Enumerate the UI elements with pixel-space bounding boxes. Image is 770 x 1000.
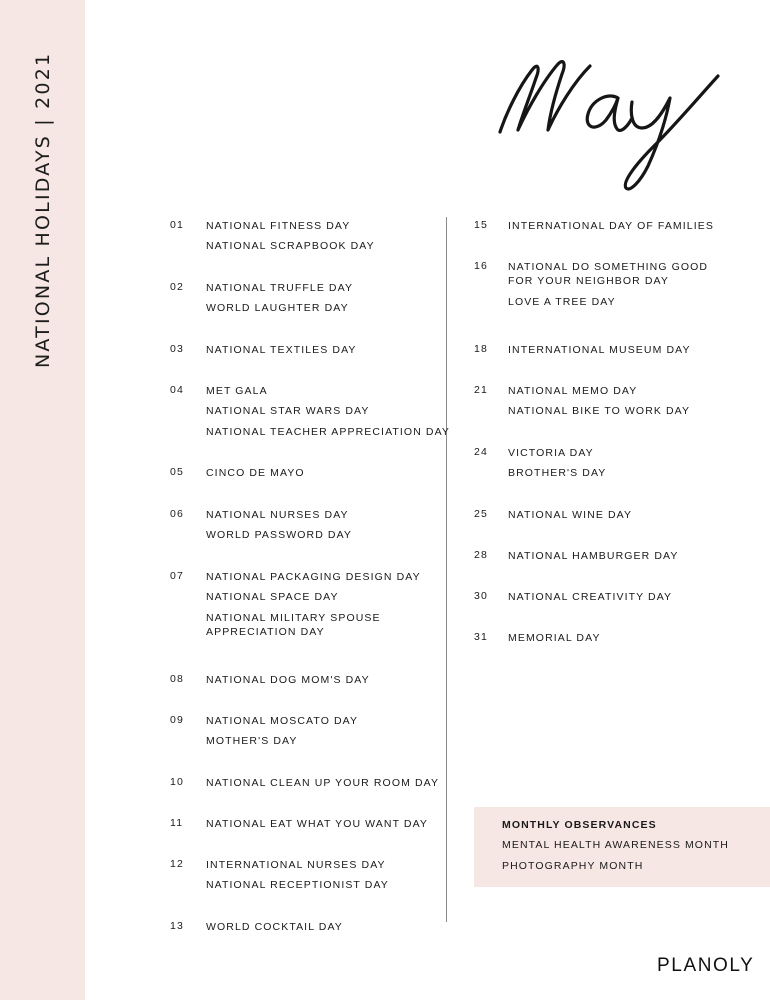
day-number: 07 bbox=[170, 570, 185, 582]
day-number: 06 bbox=[170, 508, 185, 520]
monthly-observances-box bbox=[474, 807, 770, 887]
holiday-name: FOR YOUR NEIGHBOR DAY bbox=[508, 275, 669, 287]
holiday-name: NATIONAL BIKE TO WORK DAY bbox=[508, 405, 691, 417]
holiday-name: MEMORIAL DAY bbox=[508, 632, 601, 644]
observances-heading: MONTHLY OBSERVANCES bbox=[502, 819, 657, 831]
holiday-name: WORLD LAUGHTER DAY bbox=[206, 302, 349, 314]
holiday-name: WORLD PASSWORD DAY bbox=[206, 529, 353, 541]
day-number: 08 bbox=[170, 673, 185, 685]
holiday-name: NATIONAL TEACHER APPRECIATION DAY bbox=[206, 426, 451, 438]
holiday-name: NATIONAL NURSES DAY bbox=[206, 509, 349, 521]
day-number: 31 bbox=[474, 631, 489, 643]
day-number: 24 bbox=[474, 446, 489, 458]
holiday-name: CINCO DE MAYO bbox=[206, 467, 305, 479]
day-number: 10 bbox=[170, 776, 185, 788]
day-number: 13 bbox=[170, 920, 185, 932]
holiday-name: INTERNATIONAL DAY OF FAMILIES bbox=[508, 220, 714, 232]
day-number: 12 bbox=[170, 858, 185, 870]
column-divider bbox=[446, 217, 447, 922]
day-number: 21 bbox=[474, 384, 489, 396]
holiday-name: NATIONAL DO SOMETHING GOOD bbox=[508, 261, 709, 273]
brand-logo: PLANOLY bbox=[657, 955, 755, 976]
holiday-name: NATIONAL EAT WHAT YOU WANT DAY bbox=[206, 818, 429, 830]
day-number: 01 bbox=[170, 219, 185, 231]
holiday-name: NATIONAL SPACE DAY bbox=[206, 591, 339, 603]
day-number: 02 bbox=[170, 281, 185, 293]
holiday-name: NATIONAL PACKAGING DESIGN DAY bbox=[206, 571, 421, 583]
holiday-name: NATIONAL MEMO DAY bbox=[508, 385, 638, 397]
day-number: 03 bbox=[170, 343, 185, 355]
holiday-name: VICTORIA DAY bbox=[508, 447, 594, 459]
holiday-name: MET GALA bbox=[206, 385, 268, 397]
holiday-name: NATIONAL SCRAPBOOK DAY bbox=[206, 240, 375, 252]
holiday-name: NATIONAL FITNESS DAY bbox=[206, 220, 351, 232]
holiday-name: NATIONAL CLEAN UP YOUR ROOM DAY bbox=[206, 777, 440, 789]
holiday-name: WORLD COCKTAIL DAY bbox=[206, 921, 343, 933]
observance-item: PHOTOGRAPHY MONTH bbox=[502, 860, 644, 872]
holiday-name: NATIONAL WINE DAY bbox=[508, 509, 633, 521]
holiday-name: NATIONAL TEXTILES DAY bbox=[206, 344, 357, 356]
day-number: 18 bbox=[474, 343, 489, 355]
holiday-name: NATIONAL HAMBURGER DAY bbox=[508, 550, 679, 562]
holiday-name: INTERNATIONAL NURSES DAY bbox=[206, 859, 386, 871]
holiday-name: INTERNATIONAL MUSEUM DAY bbox=[508, 344, 691, 356]
day-number: 30 bbox=[474, 590, 489, 602]
observance-item: MENTAL HEALTH AWARENESS MONTH bbox=[502, 839, 729, 851]
day-number: 11 bbox=[170, 817, 184, 829]
holiday-name: LOVE A TREE DAY bbox=[508, 296, 616, 308]
holiday-name: NATIONAL DOG MOM'S DAY bbox=[206, 674, 370, 686]
holiday-name: APPRECIATION DAY bbox=[206, 626, 325, 638]
day-number: 05 bbox=[170, 466, 185, 478]
holiday-name: NATIONAL RECEPTIONIST DAY bbox=[206, 879, 389, 891]
day-number: 15 bbox=[474, 219, 489, 231]
month-title-script bbox=[492, 48, 732, 198]
holiday-name: NATIONAL MILITARY SPOUSE bbox=[206, 612, 381, 624]
day-number: 28 bbox=[474, 549, 489, 561]
holiday-name: BROTHER'S DAY bbox=[508, 467, 607, 479]
holiday-name: NATIONAL MOSCATO DAY bbox=[206, 715, 359, 727]
holiday-name: MOTHER'S DAY bbox=[206, 735, 298, 747]
day-number: 09 bbox=[170, 714, 185, 726]
sidebar bbox=[0, 0, 85, 1000]
day-number: 25 bbox=[474, 508, 489, 520]
sidebar-title: NATIONAL HOLIDAYS | 2021 bbox=[32, 51, 54, 368]
day-number: 16 bbox=[474, 260, 489, 272]
holiday-name: NATIONAL STAR WARS DAY bbox=[206, 405, 370, 417]
holiday-name: NATIONAL TRUFFLE DAY bbox=[206, 282, 354, 294]
holiday-name: NATIONAL CREATIVITY DAY bbox=[508, 591, 673, 603]
day-number: 04 bbox=[170, 384, 185, 396]
